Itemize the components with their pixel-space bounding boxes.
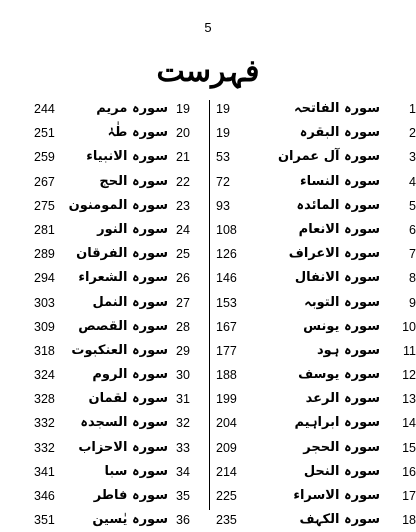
- surah-name: سورہ التوبہ: [304, 294, 380, 310]
- page-ref: 328: [34, 392, 55, 407]
- toc-entry: [10, 291, 210, 315]
- page-ref: 267: [34, 174, 55, 189]
- toc-entry: [216, 484, 416, 508]
- page-ref: 244: [34, 102, 55, 116]
- page-ref: 225: [216, 489, 237, 503]
- toc-entry: [10, 484, 210, 508]
- surah-name: سورہ فاطر: [93, 488, 168, 503]
- page-ref: 108: [216, 222, 237, 237]
- page-ref: 351: [34, 513, 55, 528]
- surah-name: سورہ الاسراء: [293, 488, 380, 503]
- page-ref: 19: [216, 102, 230, 116]
- surah-number: 28: [176, 319, 190, 334]
- page-ref: 188: [216, 368, 237, 383]
- surah-number: 16: [402, 464, 416, 479]
- page-ref: 53: [216, 150, 230, 165]
- surah-name: سورہ مریم: [96, 101, 168, 116]
- page-ref: 303: [34, 295, 55, 310]
- toc-right-column: [216, 97, 416, 532]
- surah-name: سورہ المائدہ: [296, 197, 380, 213]
- toc-entry: [10, 218, 210, 242]
- surah-name: سورہ البقرہ: [299, 125, 380, 141]
- surah-name: سورہ یونس: [303, 318, 380, 334]
- page-ref: 259: [34, 150, 55, 165]
- surah-number: 18: [402, 513, 416, 528]
- surah-name: سورہ آل عمران: [277, 149, 380, 165]
- surah-number: 33: [176, 440, 190, 455]
- surah-name: سورہ العنکبوت: [71, 342, 168, 358]
- toc-entry: [10, 121, 210, 145]
- toc-entry: [216, 411, 416, 435]
- page-ref: 289: [34, 247, 55, 262]
- page-ref: 332: [34, 440, 55, 455]
- page-ref: 199: [216, 392, 237, 407]
- surah-number: 23: [176, 198, 190, 213]
- page-number: 5: [204, 20, 212, 35]
- surah-number: 15: [402, 440, 416, 455]
- page-ref: 332: [34, 416, 55, 431]
- toc-entry: [216, 242, 416, 266]
- surah-name: سورہ القصص: [78, 318, 168, 334]
- page-ref: 294: [34, 271, 55, 286]
- surah-number: 24: [176, 222, 190, 237]
- page-ref: 324: [34, 368, 55, 383]
- surah-name: سورہ ابراہیم: [294, 415, 380, 431]
- surah-number: 9: [409, 295, 416, 310]
- surah-number: 35: [176, 489, 190, 503]
- surah-number: 14: [402, 416, 416, 431]
- surah-number: 8: [409, 271, 416, 286]
- toc-entry: [216, 436, 416, 460]
- toc-entry: [216, 218, 416, 242]
- surah-number: 1: [409, 102, 416, 116]
- surah-number: 12: [402, 368, 416, 383]
- surah-number: 11: [403, 343, 416, 358]
- surah-number: 32: [176, 416, 190, 431]
- toc-entry: [10, 508, 210, 532]
- page-ref: 214: [216, 464, 237, 479]
- toc-entry: [10, 242, 210, 266]
- surah-name: سورہ ہود: [316, 342, 380, 358]
- page-ref: 19: [216, 126, 230, 141]
- toc-entry: [10, 411, 210, 435]
- surah-number: 4: [409, 174, 416, 189]
- surah-number: 20: [176, 126, 190, 141]
- toc-entry: [216, 363, 416, 387]
- toc-entry: [216, 315, 416, 339]
- surah-name: سورہ السجدہ: [80, 415, 168, 431]
- surah-number: 19: [176, 102, 190, 116]
- toc-entry: [10, 194, 210, 218]
- surah-name: سورہ الحجر: [303, 439, 380, 455]
- surah-number: 21: [176, 150, 190, 165]
- surah-name: سورہ الحج: [99, 173, 168, 189]
- toc-entry: [216, 339, 416, 363]
- toc-entry: [216, 291, 416, 315]
- surah-number: 3: [409, 150, 416, 165]
- surah-name: سورہ الرعد: [305, 391, 380, 407]
- toc-entry: [10, 266, 210, 290]
- page-title: فہرست: [156, 54, 260, 89]
- surah-name: سورہ سبا: [104, 463, 168, 479]
- toc-entry: [10, 339, 210, 363]
- surah-number: 17: [402, 489, 416, 503]
- surah-name: سورہ النمل: [92, 294, 168, 310]
- toc-entry: [10, 363, 210, 387]
- toc-entry: [10, 145, 210, 169]
- surah-name: سورہ یٰسین: [92, 512, 168, 528]
- surah-name: سورہ الکہف: [299, 512, 380, 528]
- page-ref: 341: [34, 464, 55, 479]
- page-ref: 209: [216, 440, 237, 455]
- toc-entry: [10, 436, 210, 460]
- surah-name: سورہ النساء: [300, 173, 380, 189]
- surah-number: 34: [176, 464, 190, 479]
- page-ref: 235: [216, 513, 237, 528]
- page-ref: 281: [34, 222, 55, 237]
- page-ref: 146: [216, 271, 237, 286]
- surah-name: سورہ الفاتحہ: [293, 101, 380, 116]
- surah-number: 26: [176, 271, 190, 286]
- surah-name: سورہ النور: [97, 221, 168, 237]
- page-ref: 93: [216, 198, 230, 213]
- surah-name: سورہ الانفال: [294, 270, 380, 286]
- surah-name: سورہ طٰہٰ: [107, 125, 168, 141]
- surah-number: 27: [176, 295, 190, 310]
- surah-number: 29: [176, 343, 190, 358]
- page-ref: 318: [34, 343, 55, 358]
- surah-name: سورہ الانعام: [298, 221, 380, 237]
- surah-number: 22: [176, 174, 190, 189]
- page-ref: 275: [34, 198, 55, 213]
- toc-left-column: [10, 97, 210, 532]
- toc-entry: [216, 170, 416, 194]
- page-ref: 309: [34, 319, 55, 334]
- toc-entry: [10, 97, 210, 121]
- surah-number: 2: [409, 126, 416, 141]
- surah-number: 6: [409, 222, 416, 237]
- toc-entry: [216, 266, 416, 290]
- surah-name: سورہ الشعراء: [78, 270, 168, 286]
- surah-name: سورہ الاعراف: [288, 246, 380, 262]
- page-ref: 72: [216, 174, 230, 189]
- toc-entry: [10, 170, 210, 194]
- surah-number: 7: [409, 247, 416, 262]
- surah-number: 13: [402, 392, 416, 407]
- surah-number: 36: [176, 513, 190, 528]
- surah-name: سورہ النحل: [303, 463, 380, 479]
- surah-name: سورہ الاحزاب: [78, 439, 168, 455]
- surah-number: 25: [176, 247, 190, 262]
- surah-number: 10: [402, 319, 416, 334]
- page-ref: 126: [216, 247, 237, 262]
- surah-number: 31: [176, 392, 190, 407]
- toc-entry: [10, 387, 210, 411]
- surah-name: سورہ الانبیاء: [86, 149, 168, 165]
- toc-entry: [10, 460, 210, 484]
- surah-number: 5: [409, 198, 416, 213]
- toc-entry: [216, 145, 416, 169]
- toc-entry: [216, 460, 416, 484]
- page-ref: 346: [34, 489, 55, 503]
- toc-entry: [10, 315, 210, 339]
- page-ref: 204: [216, 416, 237, 431]
- page-ref: 167: [216, 319, 237, 334]
- toc-entry: [216, 508, 416, 532]
- toc-entry: [216, 194, 416, 218]
- toc-entry: [216, 97, 416, 121]
- surah-name: سورہ الفرقان: [76, 246, 168, 262]
- surah-name: سورہ لقمان: [88, 391, 168, 407]
- toc-entry: [216, 387, 416, 411]
- page-ref: 153: [216, 295, 237, 310]
- toc-entry: [216, 121, 416, 145]
- page-ref: 251: [34, 126, 55, 141]
- surah-name: سورہ یوسف: [298, 367, 380, 383]
- surah-name: سورہ الروم: [92, 367, 168, 383]
- page-ref: 177: [216, 343, 237, 358]
- surah-number: 30: [176, 368, 190, 383]
- surah-name: سورہ المومنون: [68, 197, 168, 213]
